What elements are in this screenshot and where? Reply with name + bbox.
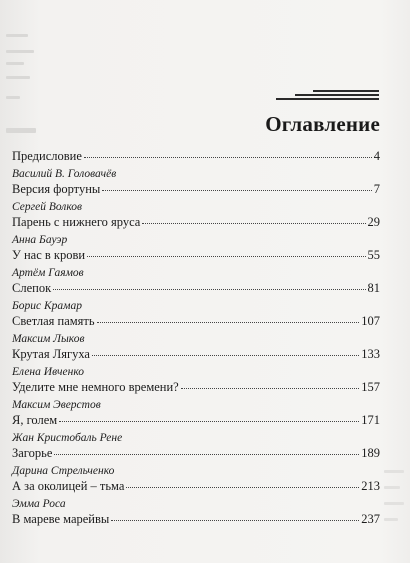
toc-entry (12, 299, 380, 329)
toc-author: Анна Бауэр (12, 234, 68, 246)
bleed-through-mark (6, 50, 34, 53)
toc-dot-leader (84, 156, 372, 158)
toc-entry (12, 148, 380, 164)
toc-row (12, 214, 380, 230)
toc-row (12, 511, 380, 527)
toc-page-number: 81 (367, 281, 380, 295)
toc-author: Максим Лыков (12, 333, 85, 345)
toc-author: Дарина Стрельченко (12, 465, 115, 477)
toc-page-number: 157 (361, 380, 380, 394)
toc-row (12, 313, 380, 329)
bleed-through-mark (6, 34, 28, 37)
table-of-contents (12, 146, 380, 527)
bleed-through-mark (6, 96, 20, 99)
bleed-through-mark (384, 486, 400, 489)
toc-row (12, 478, 380, 494)
toc-page-number: 171 (361, 413, 380, 427)
toc-dot-leader (87, 255, 365, 257)
toc-title: Версия фортуны (12, 182, 101, 196)
toc-row (12, 148, 380, 164)
toc-title: У нас в крови (12, 248, 86, 262)
toc-title: Светлая память (12, 314, 95, 328)
toc-page-number: 4 (373, 149, 380, 163)
toc-entry (12, 332, 380, 362)
toc-dot-leader (53, 288, 365, 290)
toc-page-number: 237 (361, 512, 380, 526)
toc-row (12, 379, 380, 395)
toc-page-number: 189 (361, 446, 380, 460)
toc-entry (12, 167, 380, 197)
toc-page-number: 55 (367, 248, 380, 262)
toc-dot-leader (126, 486, 359, 488)
toc-dot-leader (59, 420, 359, 422)
toc-title: Парень с нижнего яруса (12, 215, 141, 229)
toc-dot-leader (102, 189, 371, 191)
toc-entry (12, 266, 380, 296)
toc-page-number: 107 (361, 314, 380, 328)
toc-entry (12, 365, 380, 395)
toc-dot-leader (92, 354, 359, 356)
ornament-line (295, 94, 379, 96)
toc-row (12, 280, 380, 296)
toc-page-number: 133 (361, 347, 380, 361)
ornament-line (276, 98, 379, 100)
toc-title: Предисловие (12, 149, 82, 163)
toc-author: Борис Крамар (12, 300, 82, 312)
toc-page-number: 29 (367, 215, 380, 229)
ornament-line (313, 90, 379, 92)
toc-entry (12, 233, 380, 263)
toc-entry (12, 464, 380, 494)
toc-title: Загорье (12, 446, 53, 460)
toc-dot-leader (142, 222, 365, 224)
toc-row (12, 346, 380, 362)
toc-row (12, 247, 380, 263)
toc-title: В мареве марейвы (12, 512, 110, 526)
toc-author: Елена Ивченко (12, 366, 85, 378)
toc-entry (12, 398, 380, 428)
toc-row (12, 181, 380, 197)
toc-title: Слепок (12, 281, 52, 295)
toc-title: А за околицей – тьма (12, 479, 125, 493)
toc-title: Я, голем (12, 413, 58, 427)
toc-title: Крутая Лягуха (12, 347, 90, 361)
toc-author: Максим Эверстов (12, 399, 101, 411)
toc-row (12, 412, 380, 428)
decorative-rule-ornament (276, 90, 379, 104)
toc-row (12, 445, 380, 461)
toc-title: Уделите мне немного времени? (12, 380, 179, 394)
toc-page-number: 7 (373, 182, 380, 196)
toc-dot-leader (111, 519, 359, 521)
bleed-through-mark (384, 518, 398, 521)
bleed-through-mark (6, 128, 36, 133)
toc-author: Сергей Волков (12, 201, 83, 213)
bleed-through-mark (6, 62, 24, 65)
toc-page-number: 213 (361, 479, 380, 493)
page-title: Оглавление (265, 112, 380, 136)
toc-entry (12, 497, 380, 527)
bleed-through-mark (384, 470, 404, 473)
toc-entry (12, 431, 380, 461)
toc-entry (12, 200, 380, 230)
toc-dot-leader (97, 321, 360, 323)
toc-author: Артём Гаямов (12, 267, 84, 279)
toc-author: Жан Кристобаль Рене (12, 432, 123, 444)
toc-author: Василий В. Головачёв (12, 168, 117, 180)
toc-author: Эмма Роса (12, 498, 66, 510)
toc-dot-leader (54, 453, 359, 455)
toc-dot-leader (181, 387, 360, 389)
bleed-through-mark (6, 76, 30, 79)
bleed-through-mark (384, 502, 404, 505)
